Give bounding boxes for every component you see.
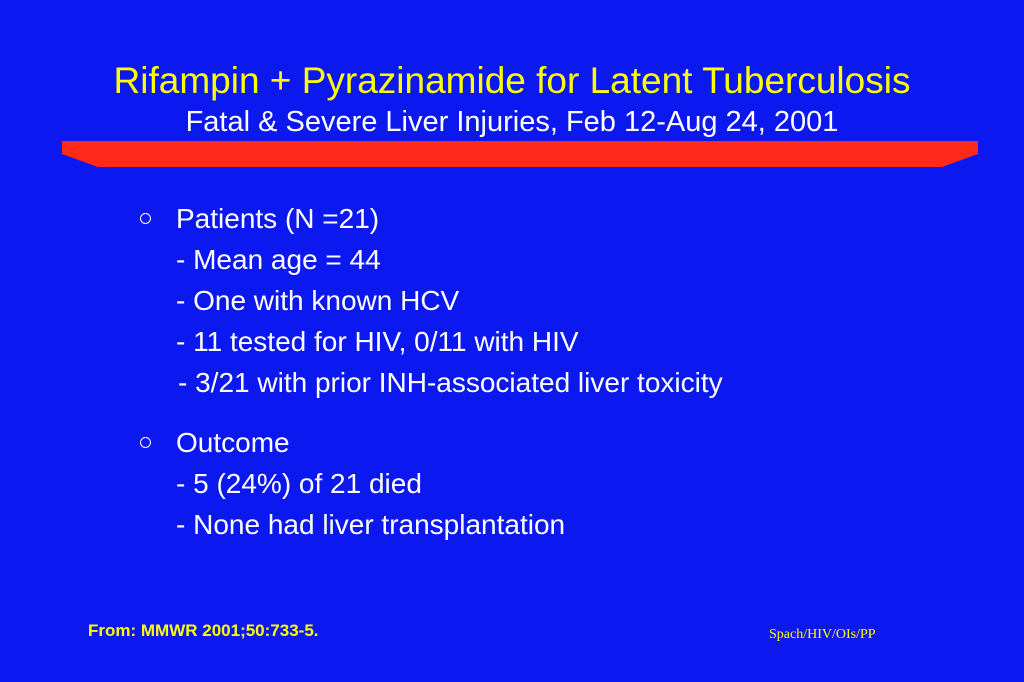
bullet-item xyxy=(140,198,723,239)
sub-item: - 3/21 with prior INH-associated liver toxicity xyxy=(178,367,723,398)
footer-label: Spach/HIV/OIs/PP xyxy=(769,627,876,642)
title-divider xyxy=(62,141,978,167)
sub-item: - None had liver transplantation xyxy=(176,509,566,540)
sub-item: - One with known HCV xyxy=(176,285,460,316)
slide-subtitle: Fatal & Severe Liver Injuries, Feb 12-Aug 24, 2001 xyxy=(185,106,839,138)
bullet-label: Outcome xyxy=(176,427,290,458)
sub-item: - 5 (24%) of 21 died xyxy=(176,468,422,499)
bullet-patients xyxy=(140,198,723,403)
bullet-outcome xyxy=(140,422,565,545)
bullet-label: Patients (N =21) xyxy=(176,203,380,234)
sub-item: - Mean age = 44 xyxy=(176,244,381,275)
source-citation: From: MMWR 2001;50:733-5. xyxy=(88,621,319,640)
bullet-dot-icon xyxy=(140,437,151,448)
bullet-dot-icon xyxy=(140,213,151,224)
sub-item: - 11 tested for HIV, 0/11 with HIV xyxy=(176,326,579,357)
slide-title: Rifampin + Pyrazinamide for Latent Tuberculosis xyxy=(113,60,911,101)
title-divider-bar xyxy=(62,141,978,167)
bullet-item xyxy=(140,422,565,463)
